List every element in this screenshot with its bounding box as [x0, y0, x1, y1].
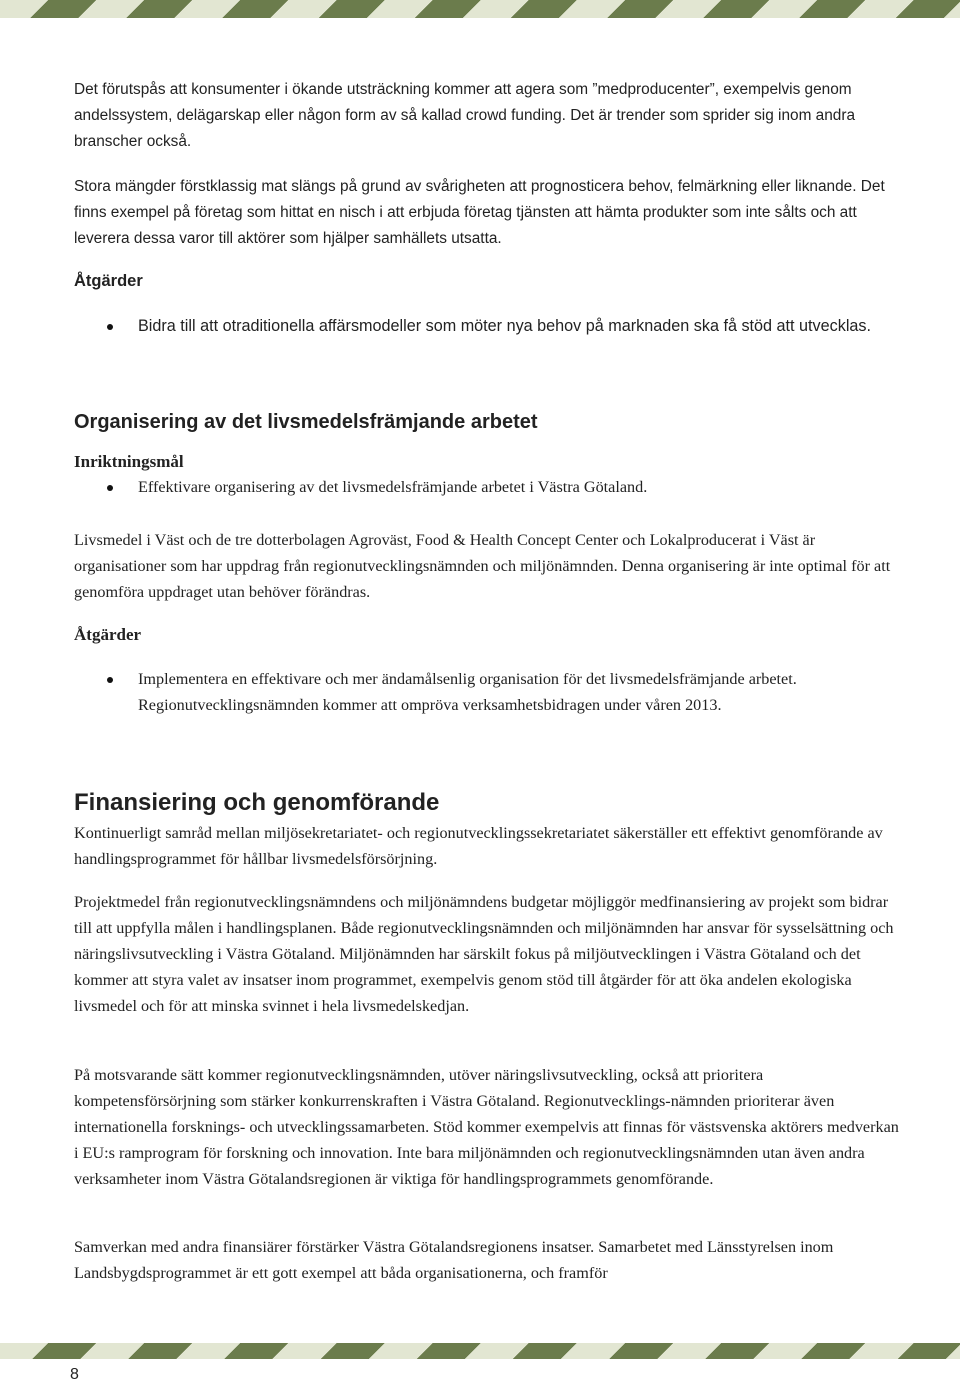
list-item — [74, 313, 904, 339]
actions-label: Åtgärder — [74, 272, 143, 290]
paragraph-projektmedel: Projektmedel från regionutvecklingsnämndens och miljönämndens budgetar möjliggör medfinansiering av projekt som bidrar till att uppfylla målen i handlingsplanen. Både regionutvecklingsnämnden och miljönämnden har ansvar för sysselsättning och näringslivsutveckling i Västra Götaland. Miljönämnden har särskilt fokus på miljöutvecklingen i Västra Götaland och det kommer att styra valet av insatser inom programmet, exempelvis genom stöd till åtgärder för att öka andelen ekologiska livsmedel och för att minska svinnet i hela livsmedelskedjan. — [74, 893, 894, 1015]
list-item — [74, 666, 904, 718]
section-heading-organisering: Organisering av det livsmedelsfrämjande arbetet — [74, 411, 538, 433]
page-number: 8 — [70, 1366, 79, 1383]
bullet-icon — [107, 485, 113, 491]
list-item — [74, 474, 904, 500]
paragraph-food-waste: Stora mängder förstklassig mat slängs på grund av svårigheten att prognosticera behov, felmärkning eller liknande. Det finns exempel på företag som hittat en nisch i att erbjuda företag tjänsten att hämta produkter som inte sålts och att leverera dessa varor till aktörer som hjälper samhällets utsatta. — [74, 178, 885, 247]
list-item-text: Bidra till att otraditionella affärsmodeller som möter nya behov på marknaden ska få stöd att utvecklas. — [138, 317, 872, 335]
goal-label: Inriktningsmål — [74, 452, 184, 471]
actions-label: Åtgärder — [74, 625, 142, 644]
bullet-icon — [107, 677, 113, 683]
paragraph-samverkan: Samverkan med andra finansiärer förstärker Västra Götalandsregionens insatser. Samarbetet med Länsstyrelsen inom Landsbygdsprogrammet är ett gott exempel att båda organisationerna, och framför — [74, 1238, 834, 1282]
bullet-icon — [107, 324, 113, 330]
paragraph-consumer-trends: Det förutspås att konsumenter i ökande utsträckning kommer att agera som ”medproducenter”, exempelvis genom andelssystem, delägarskap eller någon form av så kallad crowd funding. Det är trender som sprider sig inom andra branscher också. — [74, 81, 856, 150]
paragraph-samrad: Kontinuerligt samråd mellan miljösekretariatet- och regionutvecklingssekretariatet säkerställer ett effektivt genomförande av handlingsprogrammet för hållbar livsmedelsförsörjning. — [74, 824, 883, 868]
paragraph-organisations: Livsmedel i Väst och de tre dotterbolagen Agroväst, Food & Health Concept Center och Lokalproducerat i Väst är organisationer som har uppdrag från regionutvecklingsnämnden och miljönämnden. Denna organisering är inte optimal för att genomföra uppdraget utan behöver förändras. — [74, 531, 891, 601]
header-decorative-band — [0, 0, 960, 18]
paragraph-motsvarande: På motsvarande sätt kommer regionutvecklingsnämnden, utöver näringslivsutveckling, också att prioritera kompetensförsörjning som stärker konkurrenskraften i Västra Götaland. Regionutvecklings-nämnden prioriterar även internationella forsknings- och utvecklingssamarbeten. Stöd kommer exempelvis att finnas för västsvenska aktörers medverkan i EU:s ramprogram för forskning och innovation. Inte bara miljönämnden och regionutvecklingsnämnden utan även andra verksamheter inom Västra Götalandsregionen är viktiga för handlingsprogrammets genomförande. — [74, 1066, 899, 1188]
list-item-text: Implementera en effektivare och mer ändamålsenlig organisation för det livsmedelsfrämjande arbetet. Regionutvecklingsnämnden kommer att ompröva verksamhetsbidragen under våren 2013. — [138, 670, 797, 714]
list-item-text: Effektivare organisering av det livsmedelsfrämjande arbetet i Västra Götaland. — [138, 478, 648, 496]
section-heading-finansiering: Finansiering och genomförande — [74, 789, 440, 816]
footer-decorative-band — [0, 1343, 960, 1359]
